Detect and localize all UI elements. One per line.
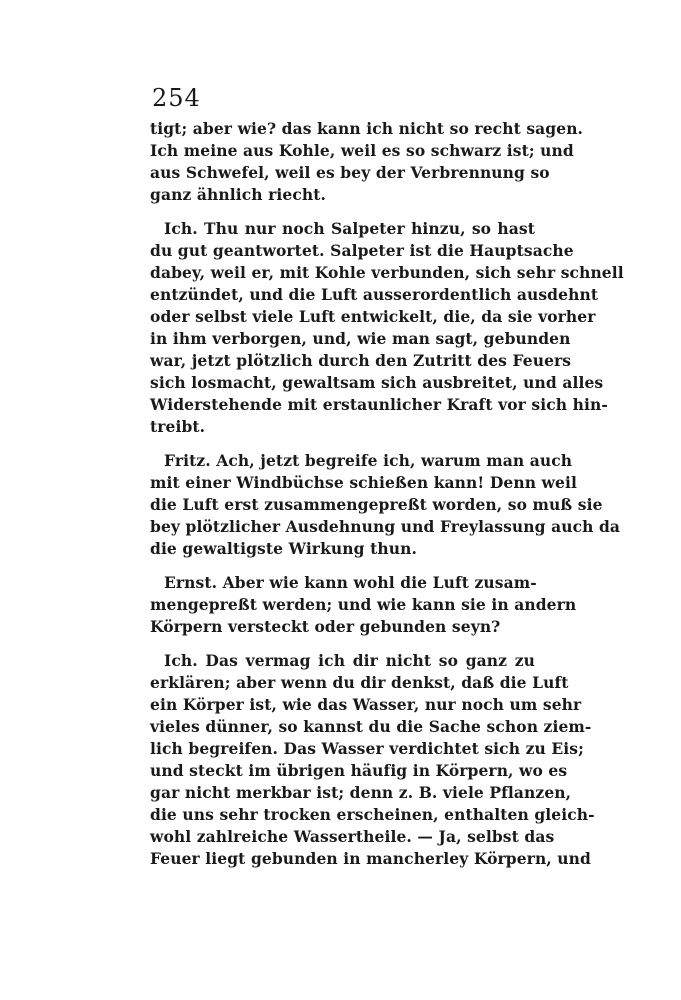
text-line: vieles dünner, so kannst du die Sache schon ziem- [150,717,592,736]
text-line: Ich. Thu nur noch Salpeter hinzu, so hast [164,219,535,238]
text-line: ganz ähnlich riecht. [150,185,326,204]
text-line: mit einer Windbüchse schießen kann! Denn weil [150,473,577,492]
text-line: und steckt im übrigen häufig in Körpern, wo es [150,761,568,780]
text-line: in ihm verborgen, und, wie man sagt, gebunden [150,329,571,348]
text-line: lich begreifen. Das Wasser verdichtet sich zu Eis; [150,739,584,758]
text-line: erklären; aber wenn du dir denkst, daß die Luft [150,673,569,692]
text-line: Ernst. Aber wie kann wohl die Luft zusam- [164,573,537,592]
text-line: aus Schwefel, weil es bey der Verbrennung so [150,163,550,182]
paragraph [150,118,584,206]
text-line: dabey, weil er, mit Kohle verbunden, sich sehr schnell [150,263,624,282]
paragraph [150,218,624,438]
text-line: die gewaltigste Wirkung thun. [150,539,417,558]
text-line: treibt. [150,417,206,436]
text-line: ein Körper ist, wie das Wasser, nur noch um sehr [150,695,582,714]
text-line: Körpern versteckt oder gebunden seyn? [150,617,501,636]
text-line: entzündet, und die Luft ausserordentlich ausdehnt [150,285,599,304]
text-line: tigt; aber wie? das kann ich nicht so recht sagen. [150,119,584,138]
text-line: mengepreßt werden; und wie kann sie in andern [150,595,577,614]
text-line: Widerstehende mit erstaunlicher Kraft vor sich hin- [150,395,608,414]
text-line: die Luft erst zusammengepreßt worden, so muß sie [150,495,603,514]
paragraph [150,650,595,870]
paragraph [150,450,621,560]
text-line: wohl zahlreiche Wassertheile. — Ja, selbst das [150,827,555,846]
text-line: Fritz. Ach, jetzt begreife ich, warum man auch [164,451,573,470]
text-body [150,118,624,882]
text-line: gar nicht merkbar ist; denn z. B. viele Pflanzen, [150,783,572,802]
text-line: war, jetzt plötzlich durch den Zutritt des Feuers [150,351,572,370]
text-line: bey plötzlicher Ausdehnung und Freylassung auch da [150,517,621,536]
text-line: Feuer liegt gebunden in mancherley Körpern, und [150,849,591,868]
page-number: 254 [152,84,201,112]
text-line: du gut geantwortet. Salpeter ist die Hauptsache [150,241,574,260]
text-line: sich losmacht, gewaltsam sich ausbreitet, und alles [150,373,604,392]
text-line: die uns sehr trocken erscheinen, enthalten gleich- [150,805,595,824]
text-line: Ich. Das vermag ich dir nicht so ganz zu [164,651,535,670]
paragraph [150,572,577,638]
text-line: oder selbst viele Luft entwickelt, die, da sie vorher [150,307,596,326]
text-line: Ich meine aus Kohle, weil es so schwarz ist; und [150,141,574,160]
